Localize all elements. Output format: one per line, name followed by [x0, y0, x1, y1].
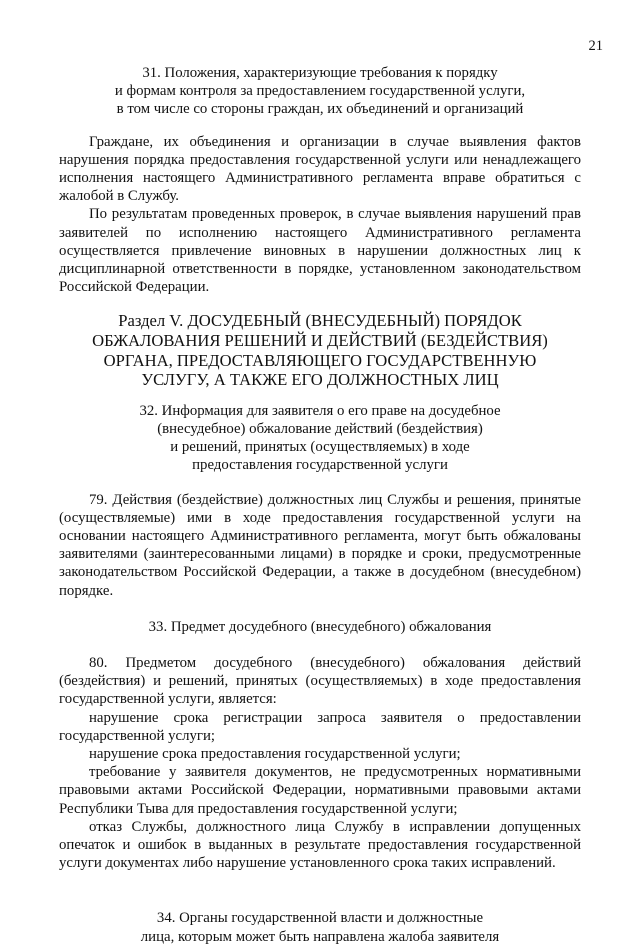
paragraph-80-item: нарушение срока регистрации запроса заявителя о предоставлении государственной услуги; [59, 709, 581, 744]
heading-34-line: 34. Органы государственной власти и должностные [156, 910, 484, 927]
heading-31-line: и формам контроля за предоставлением государственной услуги, [114, 83, 526, 100]
heading-32-line: (внесудебное) обжалование действий (бездействия) [157, 421, 483, 438]
paragraph-80-item: нарушение срока предоставления государственной услуги; [89, 746, 461, 763]
heading-31-line: 31. Положения, характеризующие требования к порядку [142, 65, 498, 81]
section-5-title-line: Раздел V. ДОСУДЕБНЫЙ (ВНЕСУДЕБНЫЙ) ПОРЯДОК [118, 311, 522, 331]
heading-32-line: 32. Информация для заявителя о его праве на досудебное [139, 402, 501, 419]
page-number: 21 [588, 38, 603, 54]
page-content [59, 64, 581, 946]
heading-34 [59, 909, 581, 945]
heading-33 [59, 618, 581, 636]
paragraph-inspection-results: По результатам проведенных проверок, в случае выявления нарушений прав заявителей по исполнению настоящего Административного регламента осуществляется привлечение виновных в нарушении должностных лиц к дисциплинарной ответственности в порядке, установленном законодательством Российской Федерации. [59, 206, 581, 296]
paragraph-80: 80. Предметом досудебного (внесудебного) обжалования действий (бездействия) и решений, принятых (осуществляемых) в ходе предоставления государственной услуги, является: [59, 655, 581, 708]
heading-32-line: предоставления государственной услуги [192, 457, 448, 474]
heading-32-line: и решений, принятых (осуществляемых) в ходе [170, 439, 470, 456]
section-5-title [59, 311, 581, 389]
heading-31-line: в том числе со стороны граждан, их объединений и организаций [116, 101, 524, 118]
heading-33-line: 33. Предмет досудебного (внесудебного) обжалования [148, 618, 492, 635]
heading-32 [59, 402, 581, 475]
paragraph-citizens-complaint: Граждане, их объединения и организации в случае выявления фактов нарушения порядка предоставления государственной услуги или ненадлежащего исполнения настоящего Административного регламента вправе обратиться с жалобой в Службу. [59, 133, 581, 205]
heading-34-line: лица, которым может быть направлена жалоба заявителя [140, 928, 500, 945]
paragraph-80-item: отказ Службы, должностного лица Службу в исправлении допущенных опечаток и ошибок в выданных в результате предоставления государственной услуги документах либо нарушение установленного срока таких исправлений. [59, 818, 581, 872]
paragraph-80-item: требование у заявителя документов, не предусмотренных нормативными правовыми актами Российской Федерации, нормативными правовыми актами Республики Тыва для предоставления государственной услуги; [59, 764, 581, 817]
section-5-title-line: ОРГАНА, ПРЕДОСТАВЛЯЮЩЕГО ГОСУДАРСТВЕННУЮ [103, 350, 537, 370]
heading-31 [59, 64, 581, 119]
section-5-title-line: УСЛУГУ, А ТАКЖЕ ЕГО ДОЛЖНОСТНЫХ ЛИЦ [141, 370, 499, 390]
section-5-title-line: ОБЖАЛОВАНИЯ РЕШЕНИЙ И ДЕЙСТВИЙ (БЕЗДЕЙСТВИЯ) [92, 331, 548, 351]
paragraph-79: 79. Действия (бездействие) должностных лиц Службы и решения, принятые (осуществляемые) ими в ходе предоставления государственной услуги на основании настоящего Административного регламента, могут быть обжалованы заявителями (заинтересованными лицами) в порядке и сроки, предусмотренные законодательством Российской Федерации, а также в досудебном (внесудебном) порядке. [59, 491, 581, 599]
